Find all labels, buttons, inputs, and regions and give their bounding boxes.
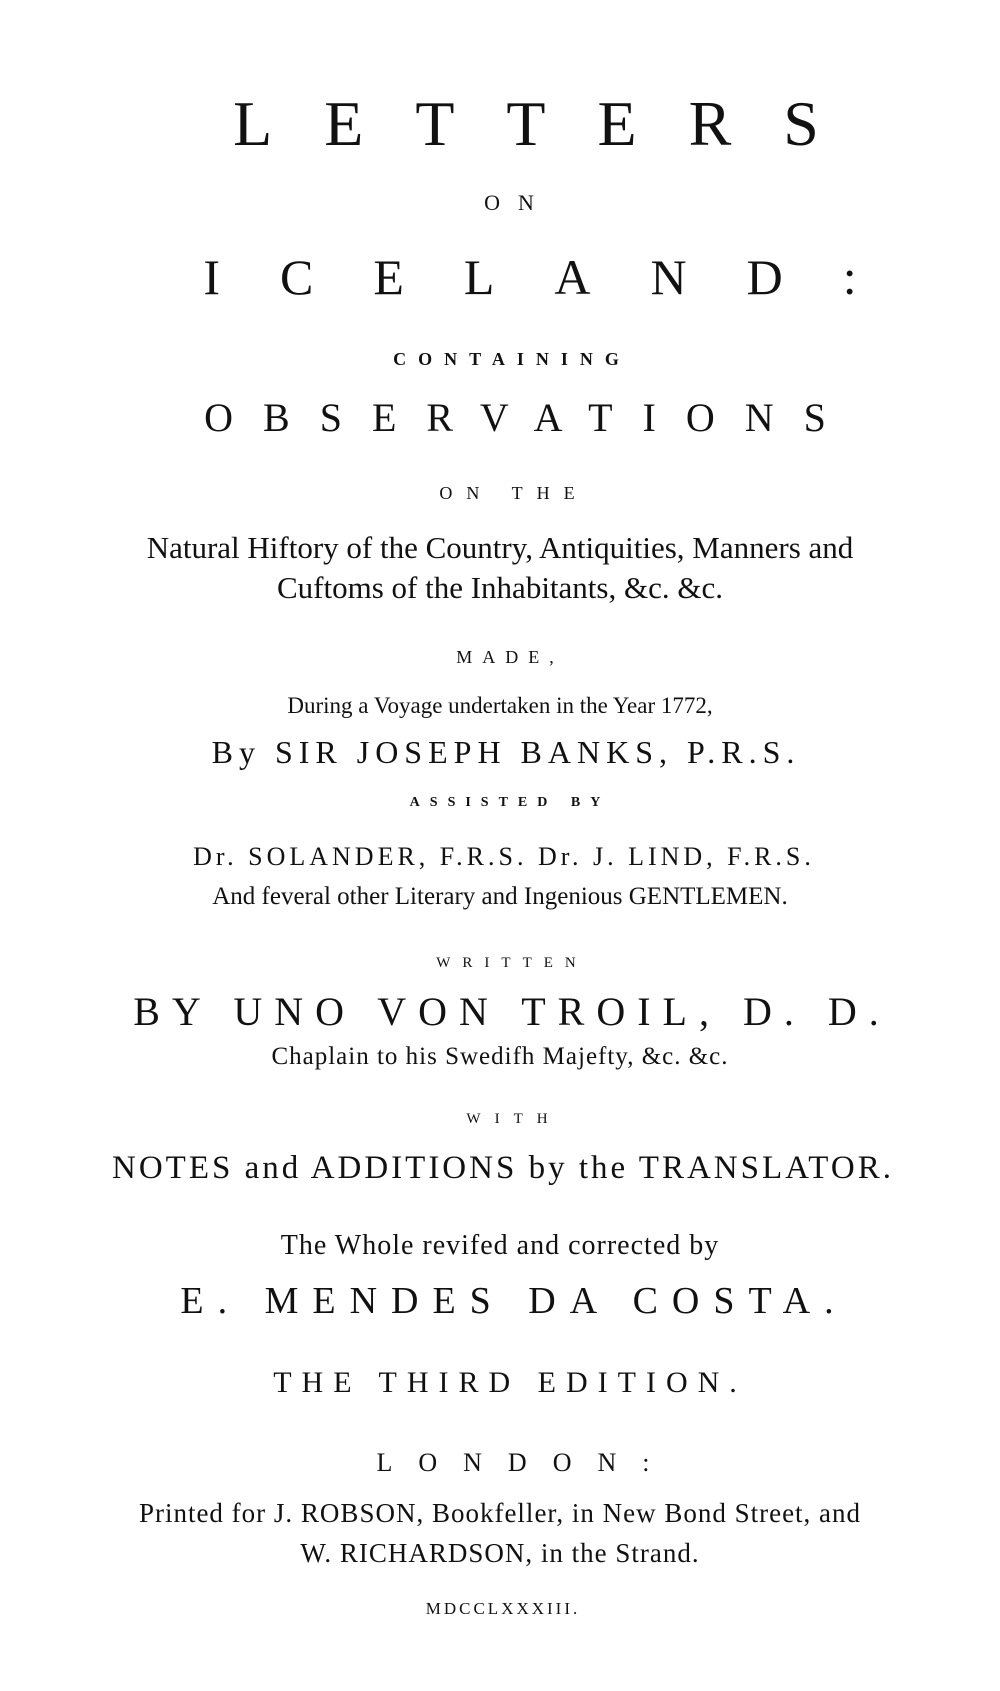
subject-line-2: Cuftoms of the Inhabitants, &c. &c. [277, 570, 723, 605]
title-letters: LETTERS [233, 88, 871, 159]
voyage-line: During a Voyage undertaken in the Year 1772, [287, 693, 713, 718]
notes-additions-line: NOTES and ADDITIONS by the TRANSLATOR. [112, 1150, 894, 1186]
author-title-line: Chaplain to his Swedifh Majefty, &c. &c. [271, 1043, 729, 1070]
banks-line: By SIR JOSEPH BANKS, P.R.S. [211, 734, 801, 770]
city-line: LONDON: [376, 1448, 676, 1477]
title-iceland: ICELAND: [203, 249, 917, 305]
reviser-line: E. MENDES DA COSTA. [180, 1280, 848, 1322]
publication-year: MDCCLXXXIII. [425, 1599, 581, 1618]
with-label: WITH [466, 1111, 562, 1127]
edition-line: THE THIRD EDITION. [273, 1366, 747, 1399]
subject-line-1: Natural Hiftory of the Country, Antiquities, Manners and [146, 530, 854, 565]
assisted-by-label: ASSISTED BY [409, 795, 611, 810]
containing-label: CONTAINING [393, 349, 631, 369]
made-label: MADE, [456, 647, 564, 667]
author-line: BY UNO VON TROIL, D. D. [133, 989, 891, 1034]
on-the-label: ON THE [439, 483, 589, 503]
written-label: WRITTEN [436, 955, 588, 971]
revised-by-line: The Whole revifed and corrected by [280, 1230, 720, 1261]
assistants-line: Dr. SOLANDER, F.R.S. Dr. J. LIND, F.R.S. [193, 842, 815, 871]
printer-line-1: Printed for J. ROBSON, Bookfeller, in New Bond Street, and [138, 1498, 862, 1528]
observations-heading: OBSERVATIONS [204, 395, 856, 440]
printer-line-2: W. RICHARDSON, in the Strand. [300, 1538, 700, 1568]
several-others-line: And feveral other Literary and Ingenious GENTLEMEN. [212, 883, 788, 910]
title-connector-on: ON [484, 190, 552, 215]
